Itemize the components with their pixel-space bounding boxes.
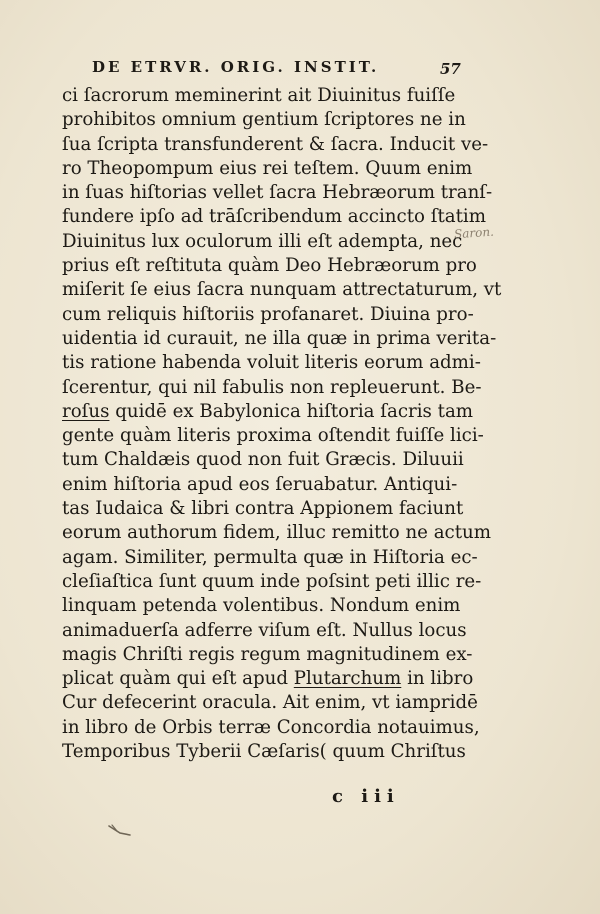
text-line: ro Theopompum eius rei teſtem. Quum enim: [62, 157, 473, 179]
text-line-rest: quidē ex Babylonica hiſtoria ſacris tam: [109, 400, 474, 422]
text-line: tum Chaldæis quod non fuit Græcis. Diluuii: [62, 449, 464, 471]
text-line: ci ſacrorum meminerint ait Diuinitus fuiſſe: [62, 85, 456, 106]
underlined-plutarch: Plutarchum: [293, 668, 402, 690]
text-line: eorum authorum fidem, illuc remitto ne actum: [62, 522, 492, 544]
text-line: cum reliquis hiſtoriis profanaret. Diuina pro-: [62, 303, 474, 325]
text-line: agam. Similiter, permulta quæ in Hiſtoria ec-: [62, 546, 478, 568]
text-line: Cur defecerint oracula. Ait enim, vt iampridē: [62, 692, 478, 714]
text-line: tas Iudaica & libri contra Appionem faciunt: [62, 498, 464, 520]
handwritten-margin-note: Saron.: [453, 224, 495, 242]
text-line: prohibitos omnium gentium ſcriptores ne in: [62, 109, 466, 131]
text-line-berosus: [62, 400, 474, 424]
text-line: fundere ipſo ad trāſcribendum accincto ſtatim: [62, 206, 486, 228]
text-line: prius eſt reſtituta quàm Deo Hebræorum pro: [62, 255, 477, 277]
text-line: in libro de Orbis terræ Concordia notauimus,: [62, 716, 480, 738]
text-line: animaduerſa adferre viſum eſt. Nullus locus: [62, 619, 467, 641]
pen-stroke-mark: [108, 824, 132, 838]
signature-mark: c iii: [332, 786, 400, 807]
underlined-berosus: roſus: [62, 400, 110, 422]
text-line: cleſiaſtica ſunt quum inde poſsint peti illic re-: [62, 570, 482, 592]
text-line-end: in libro: [401, 668, 474, 690]
text-line: magis Chriſti regis regum magnitudinem ex-: [62, 643, 473, 665]
text-line: ſua ſcripta transfunderent & ſacra. Inducit ve-: [62, 133, 489, 155]
text-line: gente quàm literis proxima oſtendit fuiſſe lici-: [62, 425, 484, 447]
text-line: ſcerentur, qui nil fabulis non repleuerunt. Be-: [62, 376, 482, 398]
page-number: 57: [440, 60, 461, 78]
text-line-plutarch: [62, 667, 474, 691]
text-line: uidentia id curauit, ne illa quæ in prima verita-: [62, 327, 497, 349]
text-line: enim hiſtoria apud eos ſeruabatur. Antiqui-: [62, 473, 458, 495]
text-line: miſerit ſe eius ſacra nunquam attrectaturum, vt: [62, 279, 502, 301]
text-line: Temporibus Tyberii Cæſaris( quum Chriſtus: [62, 741, 466, 763]
text-line: Diuinitus lux oculorum illi eſt adempta, nec: [62, 230, 463, 252]
text-line: linquam petenda volentibus. Nondum enim: [62, 595, 461, 617]
text-line: tis ratione habenda voluit literis eorum admi-: [62, 352, 481, 374]
running-title: DE ETRVR. ORIG. INSTIT.: [92, 58, 380, 76]
text-line: in ſuas hiſtorias vellet ſacra Hebræorum tranſ-: [62, 182, 493, 204]
text-line-start: plicat quàm qui eſt apud: [62, 668, 294, 690]
